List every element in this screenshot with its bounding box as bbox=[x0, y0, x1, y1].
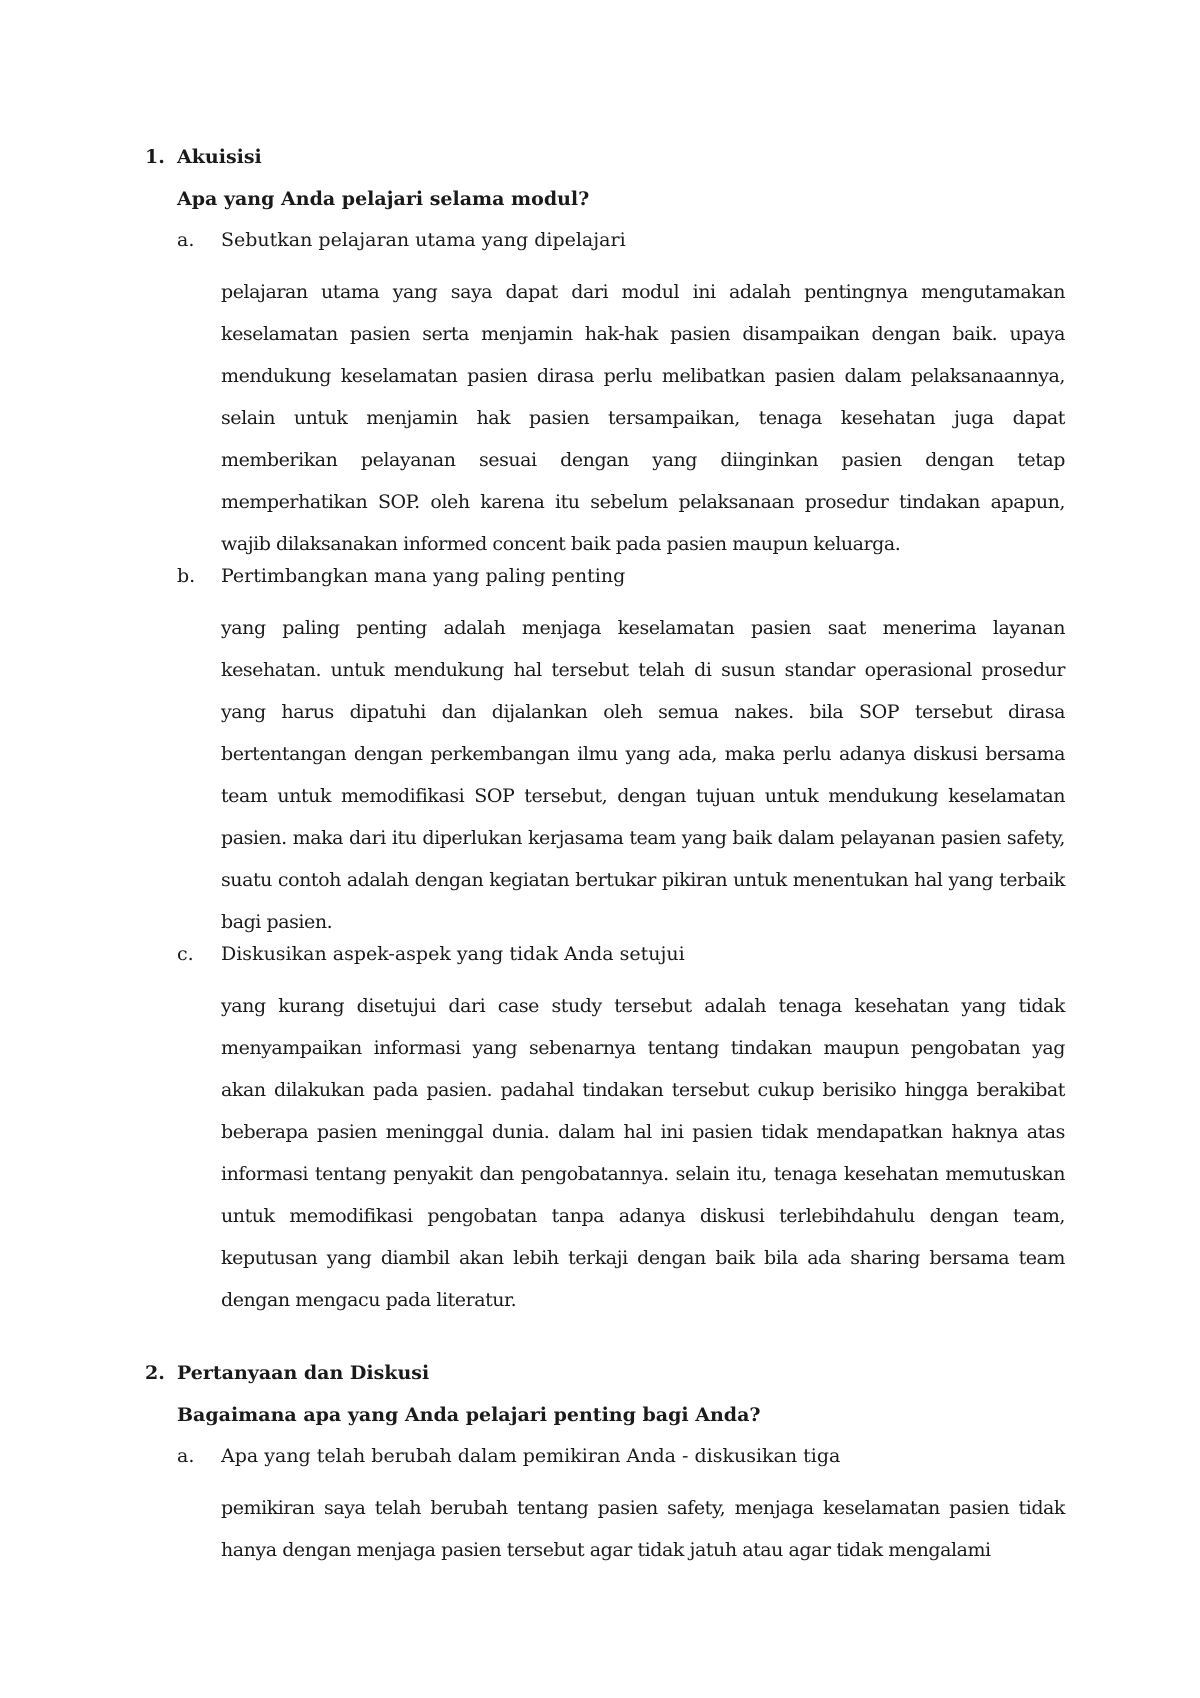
section-question: Apa yang Anda pelajari selama modul? bbox=[177, 188, 590, 210]
list-item-b bbox=[177, 565, 1065, 943]
item-body: yang kurang disetujui dari case study tersebut adalah tenaga kesehatan yang tidak menyampaikan informasi yang sebenarnya tentang tindakan maupun pengobatan yag akan dilakukan pada pasien. padahal tindakan tersebut cukup berisiko hingga berakibat beberapa pasien meninggal dunia. dalam hal ini pasien tidak mendapatkan haknya atas informasi tentang penyakit dan pengobatannya. selain itu, tenaga kesehatan memutuskan untuk memodifikasi pengobatan tanpa adanya diskusi terlebihdahulu dengan team, keputusan yang diambil akan lebih terkaji dengan baik bila ada sharing bersama team dengan mengacu pada literatur. bbox=[221, 995, 1065, 1311]
item-body: yang paling penting adalah menjaga keselamatan pasien saat menerima layanan kesehatan. untuk mendukung hal tersebut telah di susun standar operasional prosedur yang harus dipatuhi dan dijalankan oleh semua nakes. bila SOP tersebut dirasa bertentangan dengan perkembangan ilmu yang ada, maka perlu adanya diskusi bersama team untuk memodifikasi SOP tersebut, dengan tujuan untuk mendukung keselamatan pasien. maka dari itu diperlukan kerjasama team yang baik dalam pelayanan pasien safety, suatu contoh adalah dengan kegiatan bertukar pikiran untuk menentukan hal yang terbaik bagi pasien. bbox=[221, 617, 1065, 933]
item-body: pemikiran saya telah berubah tentang pasien safety, menjaga keselamatan pasien tidak hanya dengan menjaga pasien tersebut agar tidak jatuh atau agar tidak mengalami bbox=[221, 1497, 1065, 1561]
item-body: pelajaran utama yang saya dapat dari modul ini adalah pentingnya mengutamakan keselamatan pasien serta menjamin hak-hak pasien disampaikan dengan baik. upaya mendukung keselamatan pasien dirasa perlu melibatkan pasien dalam pelaksanaannya, selain untuk menjamin hak pasien tersampaikan, tenaga kesehatan juga dapat memberikan pelayanan sesuai dengan yang diinginkan pasien dengan tetap memperhatikan SOP. oleh karena itu sebelum pelaksanaan prosedur tindakan apapun, wajib dilaksanakan informed concent baik pada pasien maupun keluarga. bbox=[221, 281, 1065, 555]
list-marker: b. bbox=[177, 565, 196, 587]
list-item-a bbox=[177, 1445, 1065, 1571]
item-title: Diskusikan aspek-aspek yang tidak Anda setujui bbox=[221, 943, 685, 965]
section-title: Akuisisi bbox=[177, 146, 262, 168]
section-question: Bagaimana apa yang Anda pelajari penting bagi Anda? bbox=[177, 1404, 761, 1426]
section-heading bbox=[145, 1362, 1065, 1384]
list-marker: c. bbox=[177, 943, 194, 965]
section-heading bbox=[145, 146, 1065, 168]
section-pertanyaan-diskusi bbox=[145, 1362, 1065, 1571]
section-number: 1. bbox=[145, 146, 165, 168]
item-title: Sebutkan pelajaran utama yang dipelajari bbox=[221, 229, 626, 251]
section-akuisisi bbox=[145, 146, 1065, 1321]
list-marker: a. bbox=[177, 229, 195, 251]
list-item-a bbox=[177, 229, 1065, 565]
list-marker: a. bbox=[177, 1445, 195, 1467]
item-title: Pertimbangkan mana yang paling penting bbox=[221, 565, 626, 587]
item-title: Apa yang telah berubah dalam pemikiran Anda - diskusikan tiga bbox=[221, 1445, 841, 1467]
section-number: 2. bbox=[145, 1362, 165, 1384]
section-title: Pertanyaan dan Diskusi bbox=[177, 1362, 430, 1384]
list-item-c bbox=[177, 943, 1065, 1321]
